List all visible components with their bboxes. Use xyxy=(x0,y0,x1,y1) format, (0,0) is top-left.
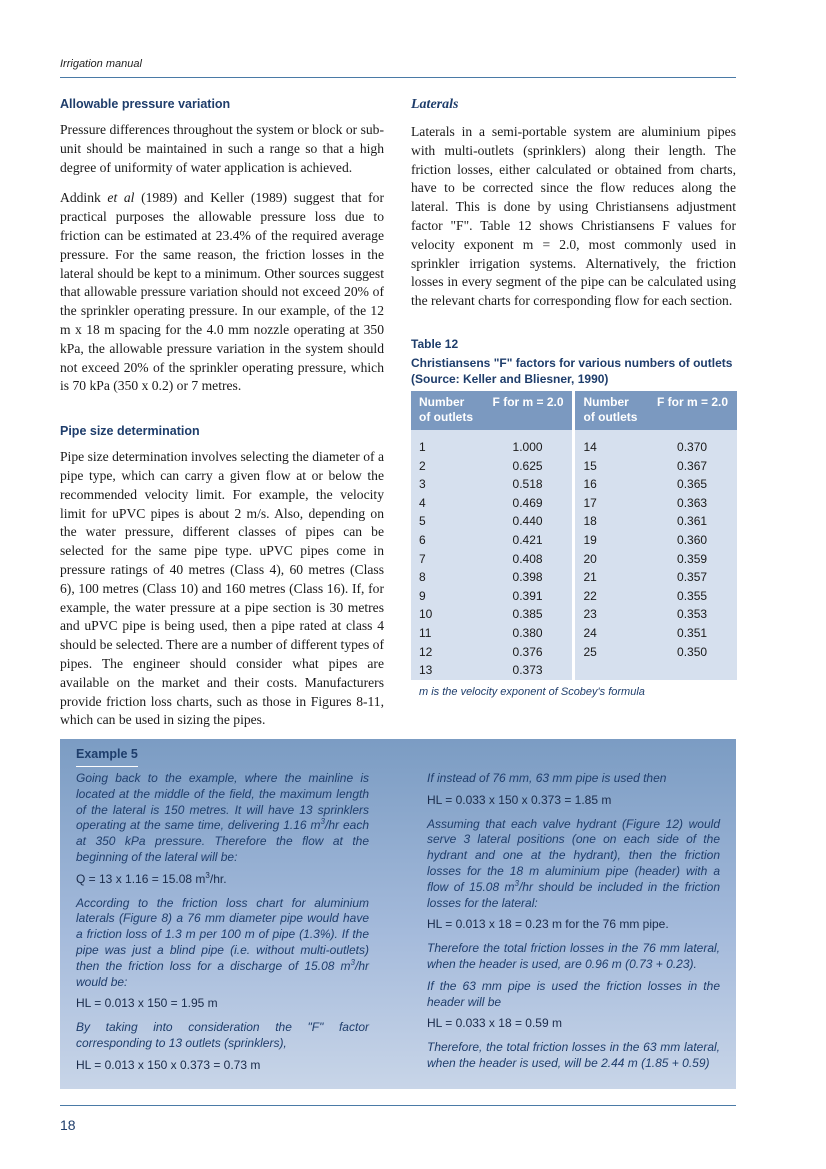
table-cell-outlets: 24 xyxy=(574,624,649,643)
table-cell-f-value: 0.440 xyxy=(485,512,574,531)
table-row xyxy=(411,550,737,569)
table-cell-f-value: 0.518 xyxy=(485,475,574,494)
equation-flow-unit: /hr. xyxy=(209,871,227,886)
table-cell-outlets: 10 xyxy=(411,605,485,624)
page-number: 18 xyxy=(60,1117,76,1133)
example-intro-text-b: /hr each at 350 kPa pressure. Therefore the flow at the beginning of the lateral will be: xyxy=(76,818,369,864)
table-row xyxy=(411,457,737,476)
footer-rule xyxy=(60,1105,736,1106)
table-cell-outlets: 8 xyxy=(411,568,485,587)
table-cell-f-value: 0.385 xyxy=(485,605,574,624)
table-cell-f-value: 0.370 xyxy=(649,430,737,457)
example-intro xyxy=(76,771,369,866)
table-cell-outlets: 11 xyxy=(411,624,485,643)
text-addink-body: (1989) and Keller (1989) suggest that for practical purposes the allowable pressure loss due to friction can be estimated at 23.4% of the required average pressure. For the same reason, the friction losses in the lateral should be kept to a minimum. Other sources suggest that allowable pressure variation should not exceed 20% of the sprinkler operating pressure. In our example, of the 12 m x 18 m spacing for the 4.0 mm nozzle operating at 350 kPa, the allowable pressure variation in the system should not exceed 20% of the sprinkler operating pressure, which is 70 kPa (350 x 0.2) or 7 metres. xyxy=(60,190,384,394)
table-body xyxy=(411,430,737,680)
example-chart-text-b: /hr would be: xyxy=(76,958,369,989)
table-cell-f-value: 0.359 xyxy=(649,550,737,569)
table-cell-f-value: 0.380 xyxy=(485,624,574,643)
table-cell-outlets: 5 xyxy=(411,512,485,531)
table-cell-outlets: 7 xyxy=(411,550,485,569)
table-header-f-1: F for m = 2.0 xyxy=(485,391,574,430)
example-right-column xyxy=(427,771,720,1078)
table-cell-f-value: 0.367 xyxy=(649,457,737,476)
table-cell-outlets: 17 xyxy=(574,494,649,513)
table-header-outlets-2: Number of outlets xyxy=(574,391,649,430)
superscript: 3 xyxy=(320,817,325,827)
table-cell-outlets: 25 xyxy=(574,643,649,662)
equation-lateral-76: HL = 0.013 x 150 x 0.373 = 0.73 m xyxy=(76,1057,261,1072)
equation-header-63: HL = 0.033 x 18 = 0.59 m xyxy=(427,1016,562,1031)
table-row xyxy=(411,512,737,531)
table-cell-outlets: 12 xyxy=(411,643,485,662)
table-cell-f-value: 0.353 xyxy=(649,605,737,624)
table-row xyxy=(411,430,737,457)
table-row xyxy=(411,568,737,587)
table-cell-f-value: 0.469 xyxy=(485,494,574,513)
example-left-column xyxy=(76,771,369,1082)
table-cell-f-value: 0.408 xyxy=(485,550,574,569)
table-note: m is the velocity exponent of Scobey's formula xyxy=(419,685,645,698)
table-row xyxy=(411,587,737,606)
example-title-rule xyxy=(76,766,138,767)
table-cell-outlets: 4 xyxy=(411,494,485,513)
table-cell-outlets: 23 xyxy=(574,605,649,624)
table-row xyxy=(411,643,737,662)
heading-allowable-pressure: Allowable pressure variation xyxy=(60,97,231,111)
table-cell-outlets: 2 xyxy=(411,457,485,476)
paragraph-pipe-size: Pipe size determination involves selecting the diameter of a pipe type, which can carry a given flow at or below the recommended velocity limit. For example, the velocity limit for uPVC pipes is about 2 m/s. Also, depending on the water pressure, different classes of pipes can be selected for the same pipe type. uPVC pipes come in pressure ratings of 40 metres (Class 4), 60 metres (Class 6), 100 metres (Class 10) and 160 metres (Class 16). If, for example, the water pressure at a pipe section is 30 metres and uPVC pipe is being used, then a pipe rated at class 4 should be selected. There are a number of different types of pipes. The engineer should consider what pipes are available on the market and their costs. Manufacturers provide friction loss charts, such as those in Figures 8-11, which can be used in sizing the pipes. xyxy=(60,449,384,728)
table-row xyxy=(411,494,737,513)
example-box xyxy=(60,739,736,1089)
example-intro-text: Going back to the example, where the mainline is located at the middle of the field, the maximum length of the lateral is 150 metres. It will have 13 sprinklers operating at the same time, delivering 1.16 m xyxy=(76,771,369,833)
table-caption: Christiansens "F" factors for various numbers of outlets (Source: Keller and Bliesner, 1990) xyxy=(411,355,733,386)
table-cell-f-value: 0.350 xyxy=(649,643,737,662)
table-cell-f-value: 0.351 xyxy=(649,624,737,643)
text-addink: Addink xyxy=(60,190,101,206)
example-chart-text xyxy=(76,896,369,991)
f-factor-table xyxy=(411,391,737,680)
table-cell-outlets: 20 xyxy=(574,550,649,569)
left-column xyxy=(60,97,384,730)
table-cell-f-value: 0.625 xyxy=(485,457,574,476)
table-cell-outlets: 3 xyxy=(411,475,485,494)
equation-flow-text: Q = 13 x 1.16 = 15.08 m xyxy=(76,871,206,886)
table-cell-f-value: 0.365 xyxy=(649,475,737,494)
table-cell-f-value: 0.391 xyxy=(485,587,574,606)
superscript: 3 xyxy=(350,957,355,967)
running-title: Irrigation manual xyxy=(60,58,142,70)
table-cell-f-value: 0.373 xyxy=(485,661,574,680)
table-cell-outlets: 19 xyxy=(574,531,649,550)
equation-flow xyxy=(76,872,369,888)
example-title: Example 5 xyxy=(76,747,138,761)
table-cell-f-value: 0.421 xyxy=(485,531,574,550)
example-63mm-text: If instead of 76 mm, 63 mm pipe is used then xyxy=(427,771,667,785)
table-cell-outlets: 6 xyxy=(411,531,485,550)
example-total-76-text: Therefore the total friction losses in the 76 mm lateral, when the header is used, are 0.96 m (0.73 + 0.23). xyxy=(427,941,720,971)
equation-lateral-63: HL = 0.033 x 150 x 0.373 = 1.85 m xyxy=(427,792,612,807)
paragraph-pressure-differences: Pressure differences throughout the system or block or sub-unit should be maintained in such a range so that a high degree of uniformity of water application is achieved. xyxy=(60,122,384,175)
table-cell-f-value: 0.363 xyxy=(649,494,737,513)
example-hydrant-text-a: Assuming that each valve hydrant (Figure 12) would serve 3 lateral positions (one on each side of the hydrant and one at the hydrant), then the friction losses for the 18 m aluminium pipe (header) with a flow of 15.08 m xyxy=(427,816,720,894)
example-chart-text-a: According to the friction loss chart for aluminium laterals (Figure 8) a 76 mm diameter pipe would have a friction loss of 1.3 m per 100 m of pipe (1.3%). If the pipe was just a blind pipe (i.e. without multi-outlets) then the friction loss for a discharge of 15.08 m xyxy=(76,895,369,973)
table-cell-outlets: 22 xyxy=(574,587,649,606)
equation-blind-pipe: HL = 0.013 x 150 = 1.95 m xyxy=(76,996,218,1011)
example-f-factor-text: By taking into consideration the "F" factor corresponding to 13 outlets (sprinklers), xyxy=(76,1020,369,1050)
header-rule xyxy=(60,77,736,78)
heading-pipe-size: Pipe size determination xyxy=(60,424,200,439)
table-row xyxy=(411,605,737,624)
example-header-63-text: If the 63 mm pipe is used the friction losses in the header will be xyxy=(427,978,720,1009)
table-cell-outlets: 13 xyxy=(411,661,485,680)
equation-header-76: HL = 0.013 x 18 = 0.23 m for the 76 mm pipe. xyxy=(427,917,669,932)
superscript: 3 xyxy=(514,878,519,888)
text-et-al: et al xyxy=(107,190,135,206)
table-cell-outlets xyxy=(574,661,649,680)
table-cell-f-value: 0.357 xyxy=(649,568,737,587)
example-hydrant-text-b: /hr should be included in the friction losses for the lateral: xyxy=(427,879,720,910)
heading-laterals: Laterals xyxy=(411,97,459,112)
table-label: Table 12 xyxy=(411,336,459,351)
table-header-outlets-1: Number of outlets xyxy=(411,391,485,430)
right-column xyxy=(411,97,736,698)
table-cell-outlets: 9 xyxy=(411,587,485,606)
table-cell-f-value: 0.355 xyxy=(649,587,737,606)
table-row xyxy=(411,661,737,680)
table-cell-outlets: 16 xyxy=(574,475,649,494)
table-header-f-2: F for m = 2.0 xyxy=(649,391,737,430)
table-row xyxy=(411,531,737,550)
table-cell-f-value: 0.376 xyxy=(485,643,574,662)
table-cell-outlets: 18 xyxy=(574,512,649,531)
table-row xyxy=(411,475,737,494)
paragraph-addink xyxy=(60,189,384,396)
table-row xyxy=(411,624,737,643)
table-cell-outlets: 1 xyxy=(411,430,485,457)
table-header-row xyxy=(411,391,737,430)
table-cell-f-value: 0.360 xyxy=(649,531,737,550)
table-cell-f-value xyxy=(649,661,737,680)
table-cell-f-value: 0.398 xyxy=(485,568,574,587)
table-cell-f-value: 0.361 xyxy=(649,512,737,531)
table-cell-outlets: 21 xyxy=(574,568,649,587)
example-hydrant-text xyxy=(427,817,720,912)
table-cell-outlets: 14 xyxy=(574,430,649,457)
paragraph-laterals: Laterals in a semi-portable system are aluminium pipes with multi-outlets (sprinklers) along their length. The friction losses, either calculated or obtained from charts, have to be corrected since the flow reduces along the lateral. This is done by using Christiansens adjustment factor "F". Table 12 shows Christiansens F values for velocity exponent m = 2.0, most commonly used in sprinkler irrigation systems. Alternatively, the friction losses in every segment of the pipe can be calculated using the relevant charts for corresponding flow for each section. xyxy=(411,124,736,309)
superscript: 3 xyxy=(205,870,210,880)
table-cell-outlets: 15 xyxy=(574,457,649,476)
table-cell-f-value: 1.000 xyxy=(485,430,574,457)
example-total-63-text: Therefore, the total friction losses in the 63 mm lateral, when the header is used, will be 2.44 m (1.85 + 0.59) xyxy=(427,1040,720,1070)
